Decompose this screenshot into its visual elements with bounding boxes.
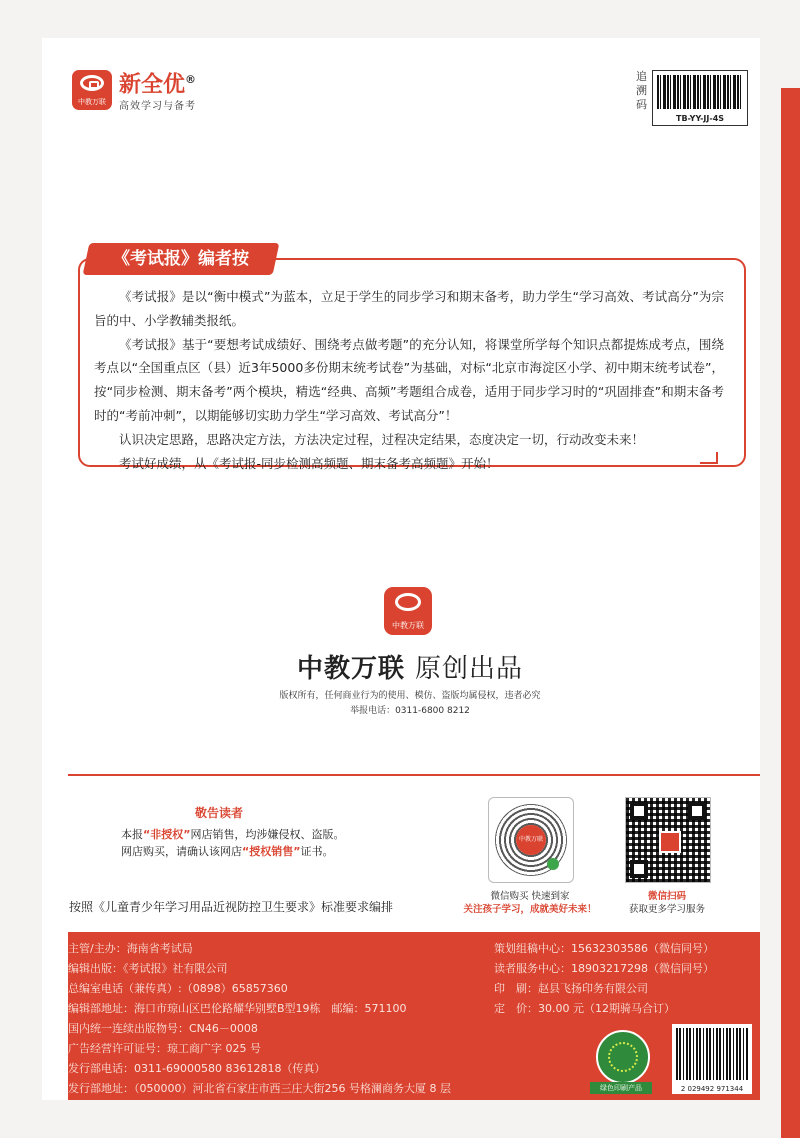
trace-label: 追溯码 <box>636 70 647 111</box>
isbn-barcode <box>672 1024 752 1094</box>
right-red-stripe <box>781 88 800 1138</box>
footer-panel <box>68 932 760 1100</box>
brand-logo-icon <box>72 70 112 110</box>
wechat-qr-code[interactable] <box>625 797 711 883</box>
notice-title: 敬告读者 <box>195 806 244 820</box>
editor-note-heading: 《考试报》编者按 <box>113 249 249 269</box>
footer-info-line: 广告经营许可证号：琼工商广字 025 号 <box>68 1042 261 1055</box>
publisher-logo-icon <box>384 587 432 635</box>
qr-left-caption-2: 关注孩子学习，成就美好未来！ <box>463 904 597 915</box>
notice-line-2 <box>121 843 333 859</box>
mini-program-qr-code[interactable] <box>488 797 574 883</box>
footer-right-line: 策划组稿中心：15632303586（微信同号） <box>494 942 714 955</box>
publisher-title-bold: 中教万联 <box>296 654 405 684</box>
qr-finder-icon <box>688 802 706 820</box>
section-divider <box>68 774 760 776</box>
trace-code: TB-YY-JJ-4S <box>675 114 725 123</box>
publisher-logo-text: 中教万联 <box>392 621 424 630</box>
trace-barcode <box>652 70 748 126</box>
footer-info-line: 编辑出版：《考试报》社有限公司 <box>68 962 228 975</box>
notice-text: 本报 <box>121 828 143 841</box>
footer-info-line: 主管/主办：海南省考试局 <box>68 942 193 955</box>
isbn-number: 2 029492 971344 <box>680 1085 744 1093</box>
brand-logo-mark-text: 中教万联 <box>78 98 106 107</box>
qr-center-logo: 中教万联 <box>516 825 546 855</box>
barcode-icon <box>676 1028 748 1080</box>
editor-paragraph: 认识决定思路，思路决定方法，方法决定过程，过程决定结果，态度决定一切，行动改变未来！ <box>119 431 645 447</box>
report-phone: 举报电话：0311-6800 8212 <box>350 706 470 716</box>
notice-line-1 <box>121 826 344 842</box>
footer-info-line: 发行部电话：0311-69000580 83612818（传真） <box>68 1062 326 1075</box>
brand-logo <box>72 68 196 112</box>
footer-right-line: 印 刷：赵县飞扬印务有限公司 <box>494 982 648 995</box>
copyright-notice: 版权所有，任何商业行为的使用、模仿、盗版均属侵权，违者必究 <box>279 691 541 701</box>
editor-note-body <box>94 285 724 475</box>
footer-right-line: 定 价：30.00 元（12期骑马合订） <box>494 1002 675 1015</box>
publisher-title <box>290 648 530 685</box>
registered-mark: ® <box>185 73 197 86</box>
qr-right-caption-1: 微信扫码 <box>647 891 686 902</box>
corner-decoration <box>700 452 718 464</box>
footer-info-line: 发行部地址：（050000）河北省石家庄市西三庄大街256 号格澜商务大厦 8 层 <box>68 1082 451 1095</box>
editor-paragraph: 《考试报》基于“要想考试成绩好、围绕考点做考题”的充分认知，将课堂所学每个知识点都提炼成考点，围绕考点以“全国重点区（县）近3年5000多份期末统考试卷”为基础，对标“北京市海淀区小学、初中期末统考试卷”，按“同步检测、期末备考”两个模块，精选“经典、高频”考题组合成卷，适用于同步学习时的“巩固排查”和期末备考时的“考前冲刺”，以期能够切实助力学生“学习高效、考试高分”！ <box>94 336 724 423</box>
editor-paragraph: 考试好成绩，从《考试报-同步检测高频题、期末备考高频题》开始！ <box>119 455 499 471</box>
qr-left-caption-1: 微信购买 快速到家 <box>490 891 570 902</box>
qr-right-caption-2: 获取更多学习服务 <box>628 904 705 915</box>
footer-info-line: 国内统一连续出版物号：CN46－0008 <box>68 1022 258 1035</box>
notice-text: 网店购买，请确认该网店 <box>121 845 242 858</box>
brand-slogan: 高效学习与备考 <box>119 101 196 113</box>
footer-right-line: 读者服务中心：18903217298（微信同号） <box>494 962 714 975</box>
brand-name: 新全优 <box>119 72 186 98</box>
barcode-icon <box>657 75 743 109</box>
green-printing-label: 绿色印刷产品 <box>590 1082 652 1094</box>
notice-highlight: “非授权” <box>143 828 191 841</box>
footer-info-line: 编辑部地址：海口市琼山区巴伦路耀华别墅B型19栋 邮编：571100 <box>68 1002 407 1015</box>
standard-statement: 按照《儿童青少年学习用品近视防控卫生要求》标准要求编排 <box>69 900 394 914</box>
notice-text: 证书。 <box>300 845 334 858</box>
notice-highlight: “授权销售” <box>242 845 301 858</box>
wechat-mini-program-icon <box>547 858 559 870</box>
publisher-title-light: 原创出品 <box>415 654 524 684</box>
green-printing-logo-icon <box>596 1030 650 1084</box>
qr-center-logo-icon <box>659 831 681 853</box>
qr-finder-icon <box>630 802 648 820</box>
qr-finder-icon <box>630 860 648 878</box>
editor-note-heading-tab <box>83 243 280 275</box>
notice-text: 网店销售，均涉嫌侵权、盗版。 <box>190 828 345 841</box>
footer-info-line: 总编室电话（兼传真）:（0898）65857360 <box>68 982 288 995</box>
editor-paragraph: 《考试报》是以“衡中模式”为蓝本，立足于学生的同步学习和期末备考，助力学生“学习高效、考试高分”为宗旨的中、小学教辅类报纸。 <box>94 289 724 328</box>
